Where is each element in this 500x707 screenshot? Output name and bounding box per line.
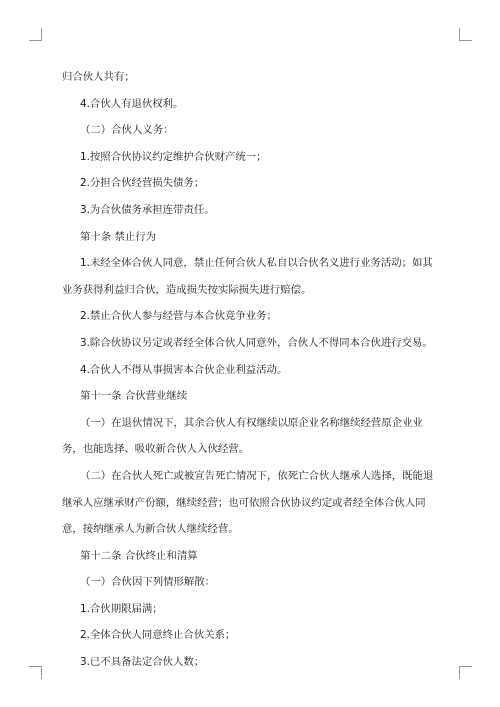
paragraph: 归合伙人共有； [62,71,135,83]
paragraph: 3.为合伙债务承担连带责任。 [80,203,215,216]
paragraph: （二）合伙人义务： [80,124,174,137]
page-corner-mark-bottom-left [29,666,42,679]
section-heading: 第十二条 合伙终止和清算 [80,549,198,562]
paragraph: 2.禁止合伙人参与经营与本合伙竞争业务； [80,310,277,323]
page-corner-mark-top-right [459,28,472,41]
paragraph: 4.合伙人不得从事损害本合伙企业利益活动。 [80,363,288,376]
page-corner-mark-bottom-right [459,666,472,679]
paragraph: 1.合伙期限届满； [80,602,163,615]
paragraph: （一）合伙因下列情形解散： [80,576,216,589]
paragraph: 1.按照合伙协议约定维护合伙财产统一； [80,150,267,163]
document-body [62,64,442,676]
section-heading: 第十一条 合伙营业继续 [80,390,188,403]
paragraph: 1.未经全体合伙人同意，禁止任何合伙人私自以合伙名义进行业务活动；如其业务获得利益归合伙，造成损失按实际损失进行赔偿。 [62,257,433,296]
paragraph: （一）在退伙情况下，其余合伙人有权继续以原企业名称继续经营原企业业务，也能选择、吸收新合伙人入伙经营。 [62,416,423,456]
paragraph: 2.分担合伙经营损失债务； [80,177,205,190]
page-corner-mark-top-left [29,28,42,41]
paragraph: 2.全体合伙人同意终止合伙关系； [80,629,236,642]
paragraph: （二）在合伙人死亡或被宣告死亡情况下，依死亡合伙人继承人选择，既能退继承人应继承财产份额，继续经营；也可依照合伙协议约定或者经全体合伙人同意，接纳继承人为新合伙人继续经营。 [62,469,434,536]
paragraph: 4.合伙人有退伙权利。 [80,97,184,110]
paragraph: 3.除合伙协议另定或者经全体合伙人同意外，合伙人不得同本合伙进行交易。 [80,336,433,349]
section-heading: 第十条 禁止行为 [80,230,157,243]
paragraph: 3.已不具备法定合伙人数； [80,656,205,669]
